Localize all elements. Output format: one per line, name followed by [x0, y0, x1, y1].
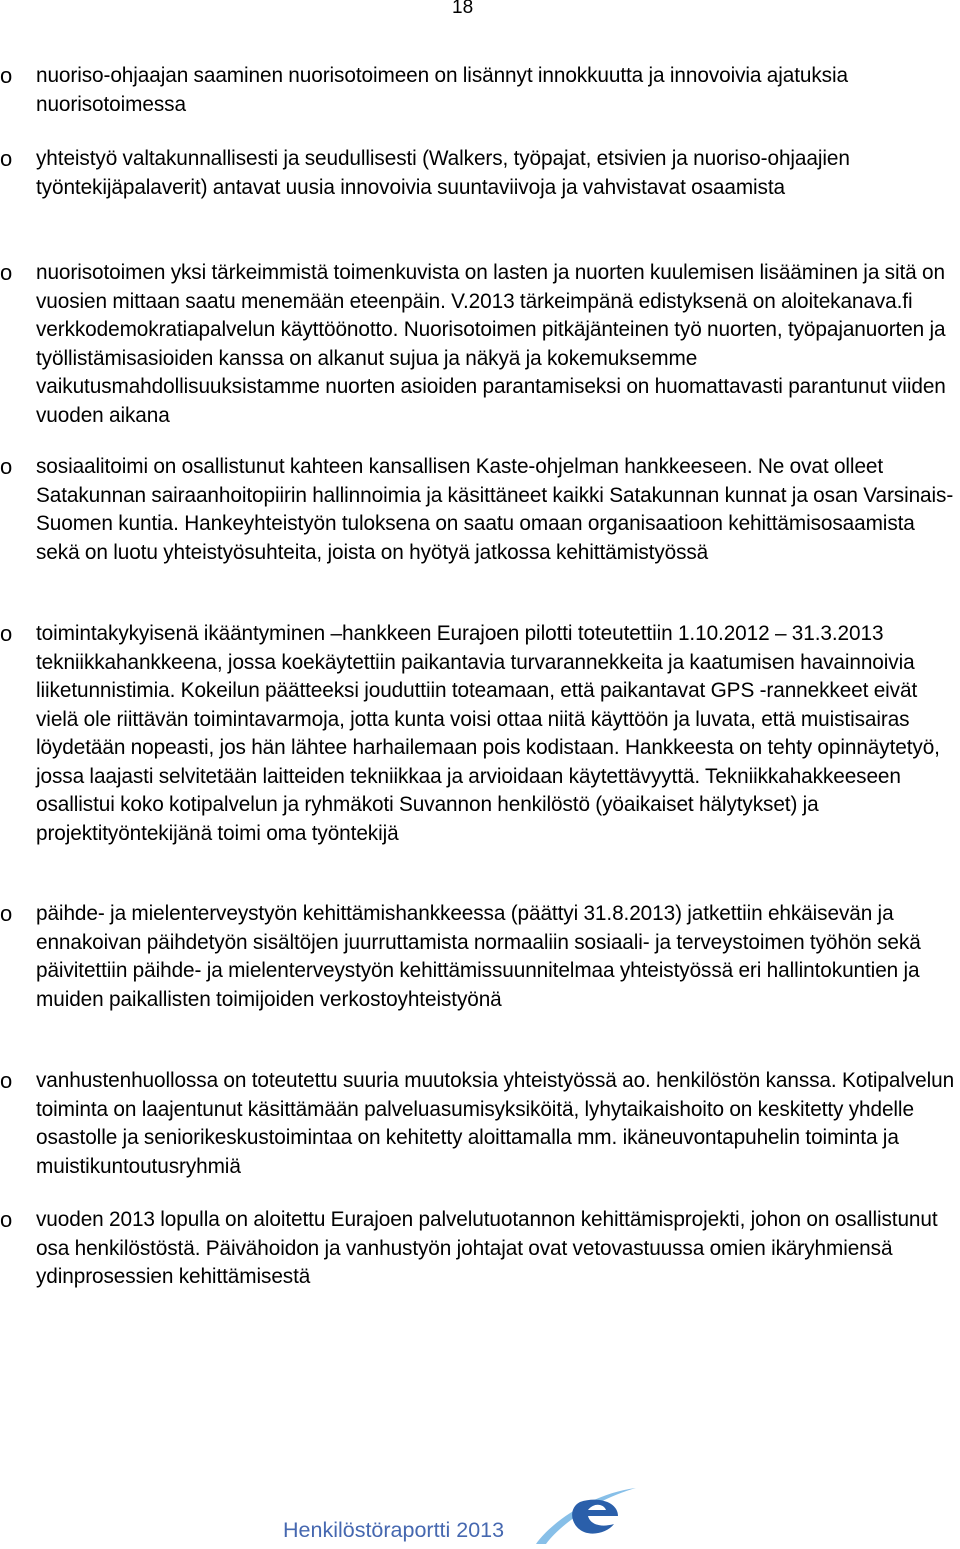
bullet-icon: o: [0, 1207, 13, 1232]
page-number: 18: [452, 0, 474, 18]
list-item-text: toimintakykyisenä ikääntyminen –hankkeen Eurajoen pilotti toteutettiin 1.10.2012 – 31.3.2013 tekniikkahankkeena, jossa koekäytettiin paikantavia turvarannekkeita ja kaatumisen havainnoivia liiketunnistimia. Kokeilun päätteeksi jouduttiin toteamaan, että paikantavat GPS -rannekkeet eivät vielä ole riittävän toimintavarmoja, jotta kunta voisi ottaa niitä käyttöön ja luvata, että muistisairas löydetään nopeasti, jos hän lähtee harhailemaan pois kodistaan. Hankkeesta on tehty opinnäytetyö, jossa laajasti selvitetään laitteiden tekniikkaa ja arvioidaan käytettävyyttä. Tekniikkahakkeeseen osallistui koko kotipalvelun ja ryhmäkoti Suvannon henkilöstö (yöaikaiset hälytykset) ja projektityöntekijänä toimi oma työntekijä: [36, 622, 940, 845]
list-item-text: vanhustenhuollossa on toteutettu suuria muutoksia yhteistyössä ao. henkilöstön kanssa. Kotipalvelun toiminta on laajentunut käsittämään palveluasumisyksiköitä, lyhytaikaishoito on keskitetty yhdelle osastolle ja seniorikeskustoimintaa on kehitetty aloittamalla mm. ikäneuvontapuhelin toiminta ja muistikuntoutusryhmiä: [36, 1069, 955, 1178]
bullet-icon: o: [0, 901, 13, 926]
list-item-text: vuoden 2013 lopulla on aloitettu Eurajoen palvelutuotannon kehittämisprojekti, johon on osallistunut osa henkilöstöstä. Päivähoidon ja vanhustyön johtajat ovat vetovastuussa omien ikäryhmiensä ydinprosessien kehittämisestä: [36, 1208, 938, 1288]
bullet-icon: o: [0, 621, 13, 646]
list-item-text: yhteistyö valtakunnallisesti ja seudullisesti (Walkers, työpajat, etsivien ja nuoriso-ohjaajien työntekijäpalaverit) antavat uusia innovoivia suuntaviivoja ja vahvistavat osaamista: [36, 147, 850, 199]
bullet-icon: o: [0, 63, 13, 88]
bullet-icon: o: [0, 454, 13, 479]
bullet-icon: o: [0, 146, 13, 171]
bullet-icon: o: [0, 1068, 13, 1093]
list-item-text: nuorisotoimen yksi tärkeimmistä toimenkuvista on lasten ja nuorten kuulemisen lisääminen ja sitä on vuosien mittaan saatu menemään eteenpäin. V.2013 tärkeimpänä edistyksenä on aloitekanava.fi verkkodemokratiapalvelun käyttöönotto. Nuorisotoimen pitkäjänteinen työ nuorten, työpajanuorten ja työllistämisasioiden kanssa on alkanut sujua ja näkyä ja kokemuksemme vaikutusmahdollisuuksistamme nuorten asioiden parantamiseksi on huomattavasti parantunut viiden vuoden aikana: [36, 261, 946, 427]
footer-title: Henkilöstöraportti 2013: [283, 1518, 505, 1542]
bullet-icon: o: [0, 260, 13, 285]
list-item-text: päihde- ja mielenterveystyön kehittämishankkeessa (päättyi 31.8.2013) jatkettiin ehkäisevän ja ennakoivan päihdetyön sisältöjen juurruttamista normaaliin sosiaali- ja terveystoimen työhön sekä päivitettiin päihde- ja mielenterveystyön kehittämissuunnitelmaa yhteistyössä eri hallintokuntien ja muiden paikallisten toimijoiden verkostoyhteistyönä: [36, 902, 921, 1011]
list-item-text: nuoriso-ohjaajan saaminen nuorisotoimeen on lisännyt innokkuutta ja innovoivia ajatuksia nuorisotoimessa: [36, 64, 848, 116]
eurajoki-e-logo-icon: [528, 1486, 640, 1546]
list-item-text: sosiaalitoimi on osallistunut kahteen kansallisen Kaste-ohjelman hankkeeseen. Ne ovat olleet Satakunnan sairaanhoitopiirin hallinnoimia ja käsittäneet kaikki Satakunnan kunnat ja osan Varsinais-Suomen kuntia. Hankeyhteistyön tuloksena on saatu omaan organisaatioon kehittämisosaamista sekä on luotu yhteistyösuhteita, joista on hyötyä jatkossa kehittämistyössä: [36, 455, 954, 564]
